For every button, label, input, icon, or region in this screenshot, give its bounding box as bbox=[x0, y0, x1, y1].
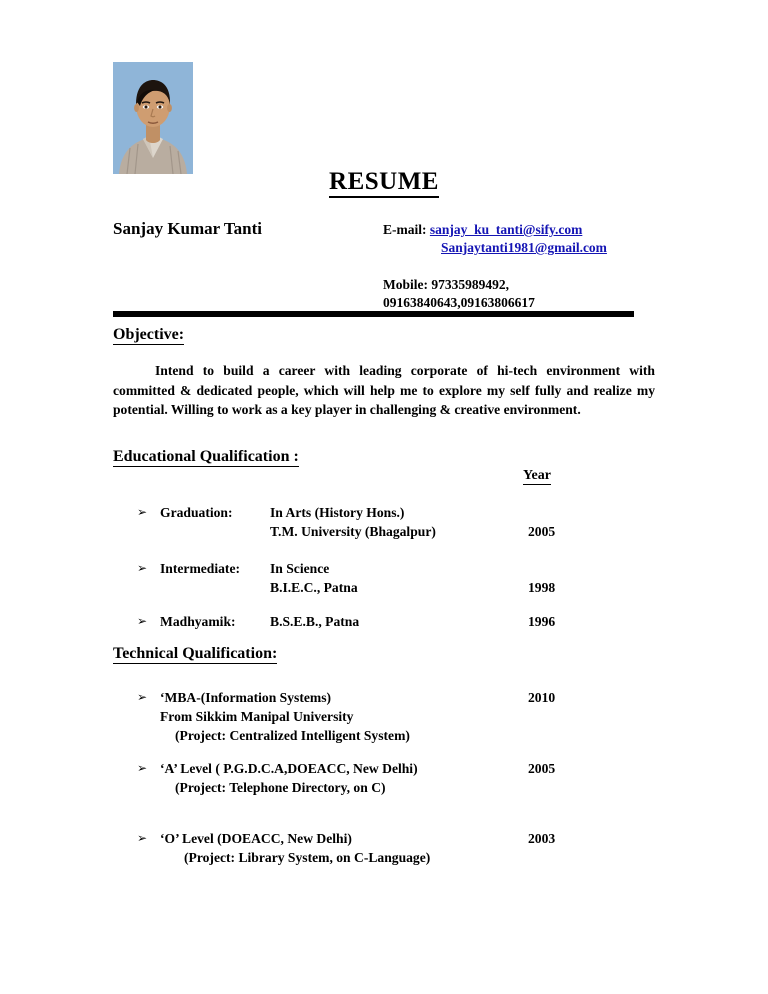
arrow-bullet-icon: ➢ bbox=[137, 761, 148, 775]
technical-line-1: ‘O’ Level (DOEACC, New Delhi) bbox=[160, 831, 352, 846]
education-label: Graduation: bbox=[160, 505, 233, 520]
document-title-text: RESUME bbox=[329, 168, 439, 198]
technical-year: 2005 bbox=[528, 761, 556, 776]
arrow-bullet-icon: ➢ bbox=[137, 690, 148, 704]
education-year: 1998 bbox=[528, 580, 556, 595]
arrow-bullet-icon: ➢ bbox=[137, 831, 148, 845]
section-heading-objective-text: Objective: bbox=[113, 326, 185, 343]
email-link-primary[interactable]: sanjay_ku_tanti@sify.com bbox=[429, 222, 583, 237]
education-detail-line2: T.M. University (Bhagalpur) bbox=[270, 524, 436, 539]
section-heading-education bbox=[113, 448, 299, 466]
email-row-secondary bbox=[383, 239, 658, 257]
technical-line-3: (Project: Centralized Intelligent System) bbox=[175, 728, 410, 743]
section-heading-objective bbox=[113, 326, 184, 344]
education-year: 1996 bbox=[528, 614, 556, 629]
email-label: E-mail: bbox=[383, 222, 427, 237]
education-year: 2005 bbox=[528, 524, 556, 539]
technical-line-1: ‘MBA-(Information Systems) bbox=[160, 690, 332, 705]
year-column-header bbox=[523, 468, 551, 484]
header-divider-rule bbox=[113, 311, 634, 317]
education-detail-line1: In Science bbox=[270, 561, 330, 576]
section-heading-education-text: Educational Qualification : bbox=[113, 448, 299, 465]
document-title bbox=[113, 168, 655, 196]
objective-paragraph: Intend to build a career with leading corporate of hi-tech environment with committed & dedicated people, which will help me to explore my self fully and realize my potential. Willing to work as a key player in challenging & creative environment. bbox=[113, 363, 655, 417]
education-detail-line1: In Arts (History Hons.) bbox=[270, 505, 405, 520]
education-detail-line1: B.S.E.B., Patna bbox=[270, 614, 360, 629]
section-heading-technical-text: Technical Qualification: bbox=[113, 645, 278, 662]
mobile-line-2: 09163840643,09163806617 bbox=[383, 295, 535, 310]
email-row-primary bbox=[383, 221, 658, 239]
contact-email-block bbox=[383, 221, 658, 257]
candidate-name: Sanjay Kumar Tanti bbox=[113, 219, 262, 238]
education-label: Intermediate: bbox=[160, 561, 241, 576]
technical-line-2: From Sikkim Manipal University bbox=[160, 709, 354, 724]
arrow-bullet-icon: ➢ bbox=[137, 505, 148, 519]
technical-year: 2003 bbox=[528, 831, 556, 846]
year-column-header-text: Year bbox=[523, 468, 551, 483]
education-label: Madhyamik: bbox=[160, 614, 236, 629]
technical-year: 2010 bbox=[528, 690, 556, 705]
mobile-line-1: Mobile: 97335989492, bbox=[383, 277, 509, 292]
technical-line-1: ‘A’ Level ( P.G.D.C.A,DOEACC, New Delhi) bbox=[160, 761, 418, 776]
section-heading-technical bbox=[113, 645, 277, 663]
candidate-photo bbox=[113, 62, 193, 174]
arrow-bullet-icon: ➢ bbox=[137, 614, 148, 628]
technical-line-2: (Project: Library System, on C-Language) bbox=[184, 850, 431, 865]
technical-line-2: (Project: Telephone Directory, on C) bbox=[175, 780, 386, 795]
education-detail-line2: B.I.E.C., Patna bbox=[270, 580, 358, 595]
arrow-bullet-icon: ➢ bbox=[137, 561, 148, 575]
contact-mobile-block bbox=[383, 276, 663, 312]
email-link-secondary[interactable]: Sanjaytanti1981@gmail.com bbox=[441, 240, 607, 255]
